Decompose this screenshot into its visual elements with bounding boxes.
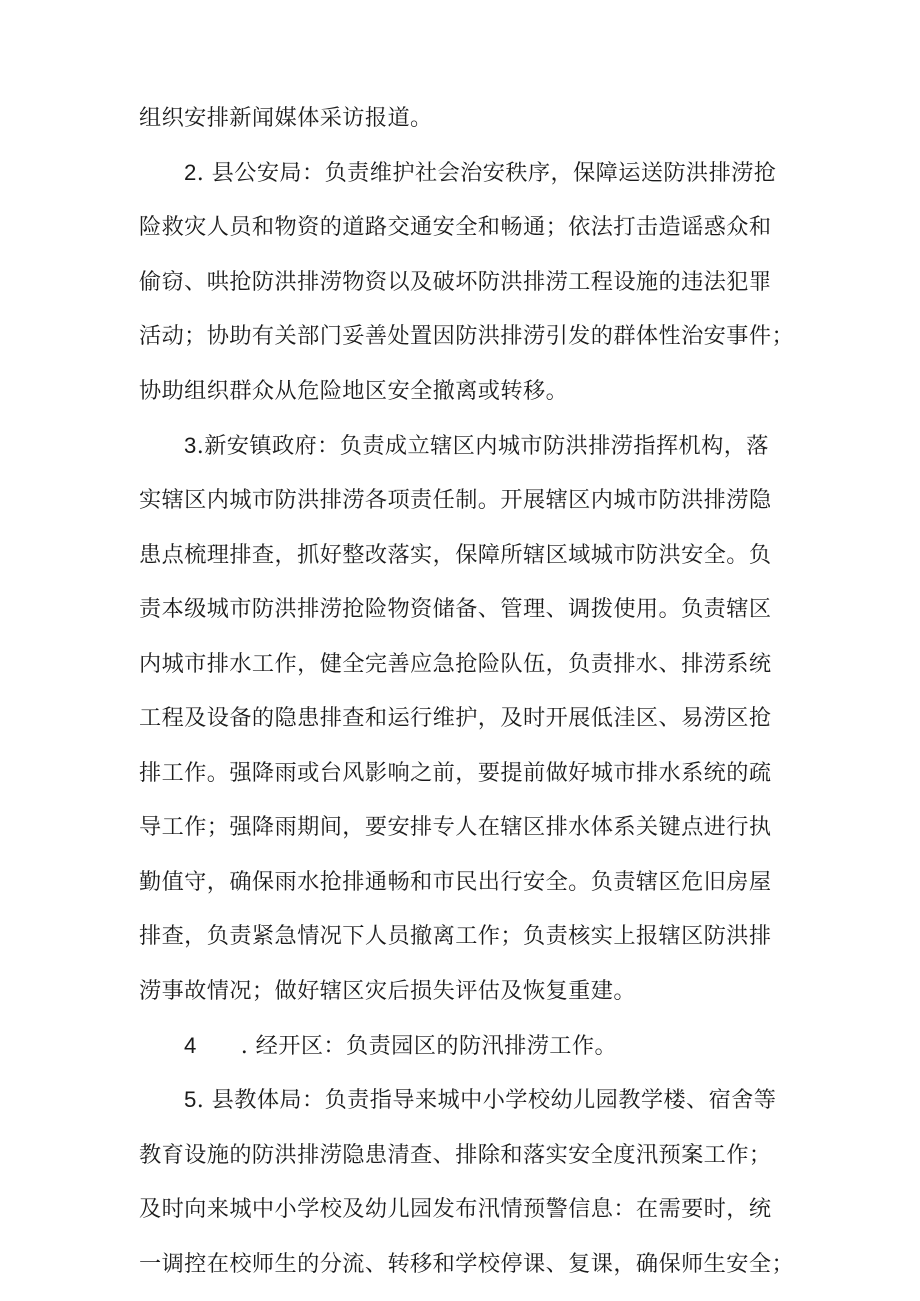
item-number: 2 (184, 160, 197, 185)
item-number: 4 (184, 1033, 197, 1058)
paragraph-line: 涝事故情况；做好辖区灾后损失评估及恢复重建。 (139, 978, 636, 1004)
paragraph-line: 组织安排新闻媒体采访报道。 (139, 105, 433, 131)
item-5-first-line (184, 1085, 799, 1115)
paragraph-line: 活动；协助有关部门妥善处置因防洪排涝引发的群体性治安事件； (139, 323, 795, 349)
item-4-first-line (184, 1031, 799, 1061)
paragraph-line: 教育设施的防洪排涝隐患清查、排除和落实安全度汛预案工作； (139, 1142, 772, 1168)
paragraph-line: 实辖区内城市防洪排涝各项责任制。开展辖区内城市防洪排涝隐 (139, 487, 772, 513)
paragraph-line: 排工作。强降雨或台风影响之前，要提前做好城市排水系统的疏 (139, 760, 772, 786)
paragraph-line: 排查，负责紧急情况下人员撤离工作；负责核实上报辖区防洪排 (139, 923, 772, 949)
paragraph-line: 责本级城市防洪排涝抢险物资储备、管理、调拨使用。负责辖区 (139, 596, 772, 622)
item-4-heading-text: . 经开区：负责园区的防汛排涝工作。 (240, 1033, 618, 1059)
item-3-heading-text: .新安镇政府：负责成立辖区内城市防洪排涝指挥机构，落 (196, 433, 769, 459)
item-5-heading-text: . 县教体局：负责指导来城中小学校幼儿园教学楼、宿舍等 (196, 1087, 777, 1113)
item-number: 3 (184, 433, 197, 458)
item-number: 5 (184, 1087, 197, 1112)
paragraph-line: 工程及设备的隐患排查和运行维护，及时开展低洼区、易涝区抢 (139, 705, 772, 731)
paragraph-line: 及时向来城中小学校及幼儿园发布汛情预警信息：在需要时，统 (139, 1196, 772, 1222)
item-2-first-line (184, 158, 799, 188)
paragraph-line: 患点梳理排查，抓好整改落实，保障所辖区域城市防洪安全。负 (139, 542, 772, 568)
paragraph-line: 协助组织群众从危险地区安全撤离或转移。 (139, 378, 569, 404)
paragraph-line: 偷窃、哄抢防洪排涝物资以及破坏防洪排涝工程设施的违法犯罪 (139, 269, 772, 295)
paragraph-line: 内城市排水工作，健全完善应急抢险队伍，负责排水、排涝系统 (139, 651, 772, 677)
paragraph-line: 一调控在校师生的分流、转移和学校停课、复课，确保师生安全； (139, 1251, 795, 1277)
item-3-first-line (184, 431, 799, 461)
paragraph-line: 勤值守，确保雨水抢排通畅和市民出行安全。负责辖区危旧房屋 (139, 869, 772, 895)
paragraph-line: 险救灾人员和物资的道路交通安全和畅通；依法打击造谣惑众和 (139, 214, 772, 240)
paragraph-line: 导工作；强降雨期间，要安排专人在辖区排水体系关键点进行执 (139, 814, 772, 840)
item-2-heading-text: . 县公安局：负责维护社会治安秩序，保障运送防洪排涝抢 (196, 160, 777, 186)
